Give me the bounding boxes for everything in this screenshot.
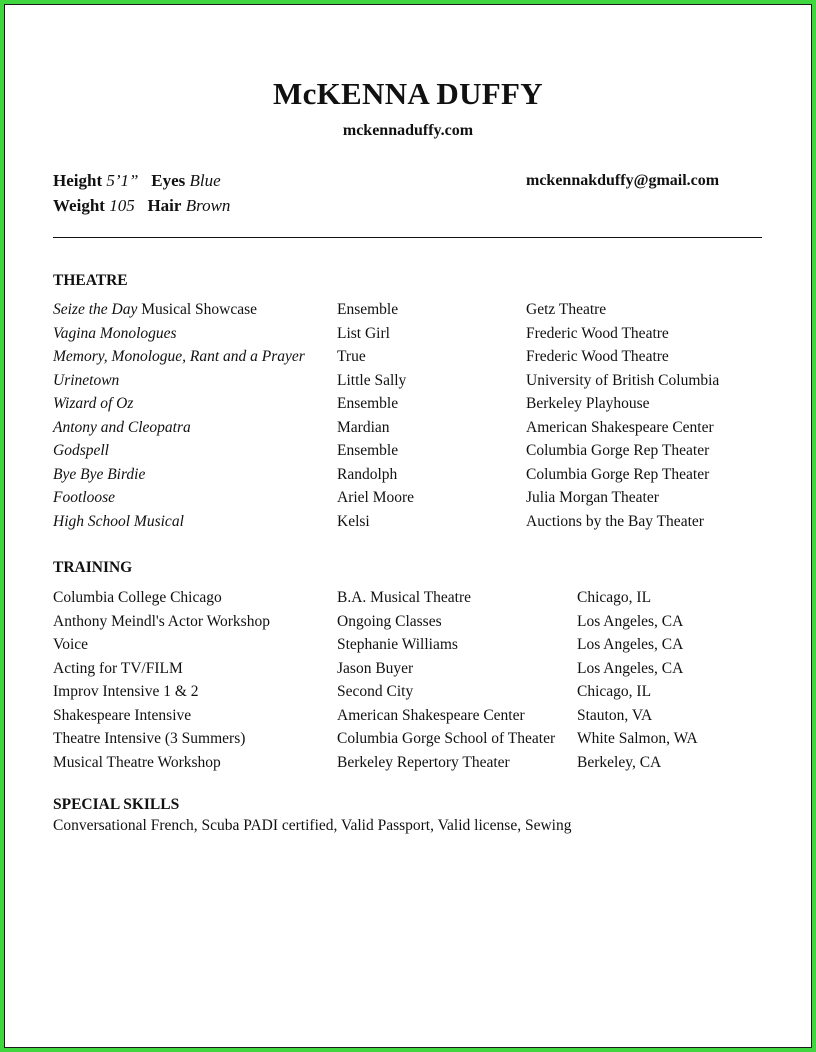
show-title <box>53 489 115 507</box>
training-location: Los Angeles, CA <box>577 612 684 630</box>
show-title-italic: Godspell <box>53 442 109 459</box>
show-role: Ensemble <box>337 395 399 412</box>
hair-label: Hair <box>147 196 182 215</box>
show-title <box>53 325 177 343</box>
training-program: Anthony Meindl's Actor Workshop <box>53 612 270 630</box>
show-title-suffix: Musical Showcase <box>137 301 258 318</box>
training-location: Chicago, IL <box>577 589 652 606</box>
show-role: True <box>337 348 366 365</box>
show-role: Kelsi <box>337 512 370 530</box>
training-program: Columbia College Chicago <box>53 589 222 606</box>
skills-heading: SPECIAL SKILLS <box>53 796 180 813</box>
show-venue: Frederic Wood Theatre <box>526 324 669 342</box>
hair-value: Brown <box>185 196 231 215</box>
show-title <box>53 513 184 531</box>
weight-value: 105 <box>109 196 135 215</box>
stats-line-1 <box>53 171 221 191</box>
show-title-italic: Memory, Monologue, Rant and a Prayer <box>53 348 305 365</box>
show-title <box>53 395 133 413</box>
training-heading: TRAINING <box>53 559 133 576</box>
training-program: Improv Intensive 1 & 2 <box>53 683 199 700</box>
show-title-italic: Footloose <box>53 489 115 506</box>
training-detail: Columbia Gorge School of Theater <box>337 730 556 747</box>
website: mckennaduffy.com <box>342 122 474 139</box>
training-location: Berkeley, CA <box>577 753 662 771</box>
training-detail: Ongoing Classes <box>337 612 442 630</box>
height-value: 5’1” <box>106 171 139 190</box>
actor-name: McKENNA DUFFY <box>273 76 543 111</box>
show-title-italic: Seize the Day <box>53 301 138 318</box>
show-role: Little Sally <box>337 371 407 389</box>
eyes-label: Eyes <box>151 171 186 190</box>
training-location: White Salmon, WA <box>577 730 698 747</box>
show-venue: Auctions by the Bay Theater <box>526 512 704 530</box>
training-detail: Stephanie Williams <box>337 636 458 653</box>
show-venue: American Shakespeare Center <box>526 418 714 436</box>
show-title <box>53 372 119 390</box>
training-detail: American Shakespeare Center <box>337 706 525 724</box>
show-venue: Berkeley Playhouse <box>526 395 650 412</box>
show-venue: Columbia Gorge Rep Theater <box>526 442 710 459</box>
show-venue: Frederic Wood Theatre <box>526 348 669 365</box>
show-title <box>53 348 305 366</box>
show-role: Mardian <box>337 418 390 436</box>
show-title <box>53 466 145 484</box>
training-program: Shakespeare Intensive <box>53 706 192 724</box>
show-title-italic: Urinetown <box>53 371 120 389</box>
show-venue: Getz Theatre <box>526 301 607 318</box>
show-venue: University of British Columbia <box>526 371 720 389</box>
training-program: Voice <box>53 636 89 653</box>
training-location: Los Angeles, CA <box>577 636 684 653</box>
show-role: Ariel Moore <box>337 489 415 506</box>
training-detail: Berkeley Repertory Theater <box>337 753 510 771</box>
training-location: Los Angeles, CA <box>577 659 684 677</box>
theatre-heading: THEATRE <box>53 272 128 289</box>
show-title <box>53 419 191 437</box>
divider-line <box>53 237 762 238</box>
show-role: Ensemble <box>337 442 399 459</box>
show-title-italic: Vagina Monologues <box>53 324 177 342</box>
training-detail: B.A. Musical Theatre <box>337 589 472 606</box>
show-title-italic: High School Musical <box>53 512 184 530</box>
height-label: Height <box>53 171 103 190</box>
training-location: Stauton, VA <box>577 706 653 724</box>
email: mckennakduffy@gmail.com <box>526 172 720 189</box>
show-title-italic: Wizard of Oz <box>53 395 134 412</box>
show-venue: Julia Morgan Theater <box>526 489 659 506</box>
training-detail: Second City <box>337 683 414 700</box>
show-venue: Columbia Gorge Rep Theater <box>526 465 710 483</box>
training-program: Theatre Intensive (3 Summers) <box>53 730 246 747</box>
eyes-value: Blue <box>189 171 221 190</box>
skills-text: Conversational French, Scuba PADI certified, Valid Passport, Valid license, Sewing <box>53 817 572 834</box>
training-detail: Jason Buyer <box>337 659 414 677</box>
show-role: Randolph <box>337 465 398 483</box>
show-role: List Girl <box>337 324 390 342</box>
show-title-italic: Bye Bye Birdie <box>53 465 146 483</box>
show-title-italic: Antony and Cleopatra <box>53 418 191 436</box>
training-program: Acting for TV/FILM <box>53 659 183 677</box>
stats-line-2 <box>53 196 230 216</box>
training-location: Chicago, IL <box>577 683 652 700</box>
show-title <box>53 301 257 319</box>
show-role: Ensemble <box>337 301 399 318</box>
show-title <box>53 442 109 460</box>
weight-label: Weight <box>53 196 105 215</box>
training-program: Musical Theatre Workshop <box>53 753 221 771</box>
